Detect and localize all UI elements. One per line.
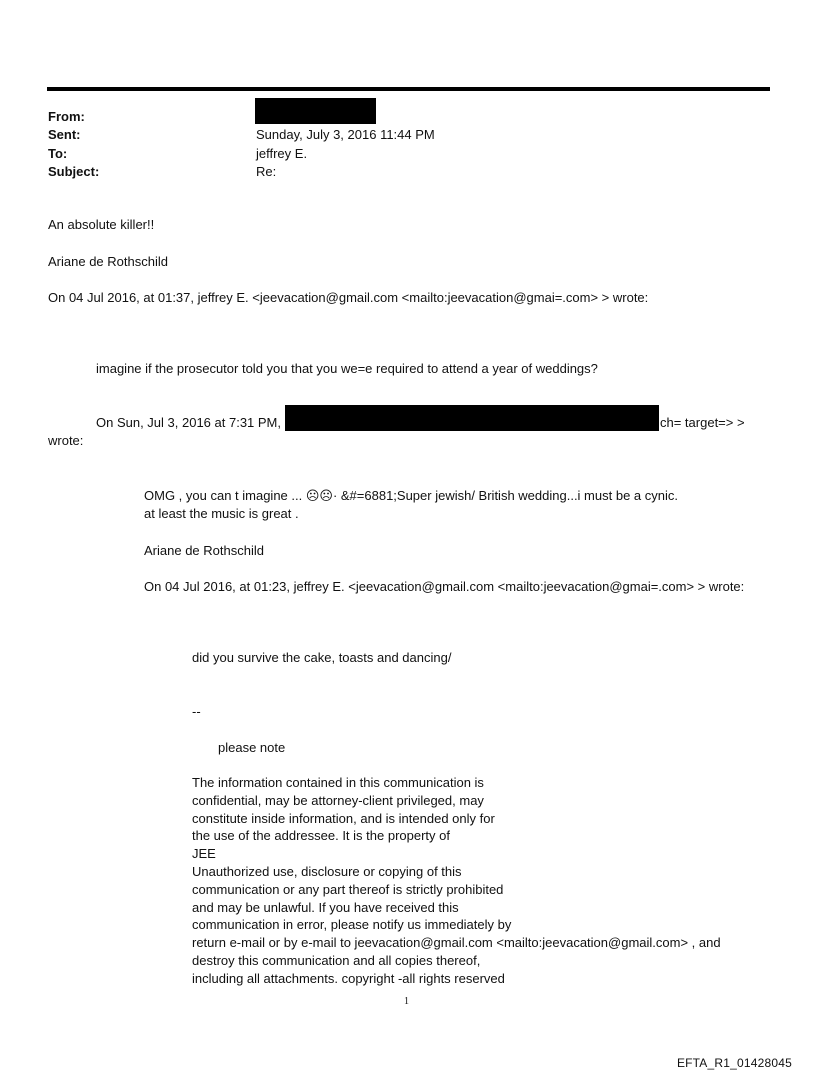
to-value: jeffrey E. xyxy=(256,146,308,161)
signature-1: Ariane de Rothschild xyxy=(48,254,168,269)
sent-label: Sent: xyxy=(48,127,81,142)
quote-2-line-2: at least the music is great . xyxy=(144,506,299,521)
document-id: EFTA_R1_01428045 xyxy=(676,1056,792,1070)
page-number: 1 xyxy=(404,996,409,1007)
quote-2-intro-end: ch= target=> > xyxy=(660,415,745,430)
subject-value: Re: xyxy=(256,164,277,179)
disclaimer-text: The information contained in this communication is confidential, may be attorney-client privileged, may constitute inside information, and is intended only for the use of the addressee. It is the property of JEE Unauthorized use, disclosure or copying of this communication or any part thereof is strictly prohibited and may be unlawful. If you have received this communication in error, please notify us immediately by return e-mail or by e-mail to jeevacation@gmail.com <mailto:jeevacation@gmail.com> , and destroy this communication and all copies thereof, including all attachments. copyright -all rights reserved xyxy=(192,775,721,986)
signature-separator: -- xyxy=(192,704,201,719)
quote-3-text: did you survive the cake, toasts and dancing/ xyxy=(192,650,452,665)
quote-1-intro: On 04 Jul 2016, at 01:37, jeffrey E. <jeevacation@gmail.com <mailto:jeevacation@gmai=.com> > wrote: xyxy=(48,290,649,305)
reply-text: An absolute killer!! xyxy=(48,217,155,232)
quote-2-intro-start: On Sun, Jul 3, 2016 at 7:31 PM, xyxy=(96,415,282,430)
quote-2-line-1: OMG , you can t imagine ... ☹☹· &#=6881;Super jewish/ British wedding...i must be a cynic. xyxy=(144,488,678,503)
subject-label: Subject: xyxy=(48,164,100,179)
quote-3-intro: On 04 Jul 2016, at 01:23, jeffrey E. <jeevacation@gmail.com <mailto:jeevacation@gmai=.com> > wrote: xyxy=(144,579,745,594)
redaction-box-quote-2 xyxy=(285,405,659,431)
quote-1-text: imagine if the prosecutor told you that you we=e required to attend a year of weddings? xyxy=(96,361,598,376)
quote-2-intro-wrap: wrote: xyxy=(48,433,84,448)
sent-value: Sunday, July 3, 2016 11:44 PM xyxy=(256,127,435,142)
header-rule xyxy=(47,87,770,91)
please-note: please note xyxy=(218,740,286,755)
to-label: To: xyxy=(48,146,68,161)
redaction-box-sender xyxy=(255,98,376,124)
from-label: From: xyxy=(48,109,85,124)
signature-2: Ariane de Rothschild xyxy=(144,543,264,558)
